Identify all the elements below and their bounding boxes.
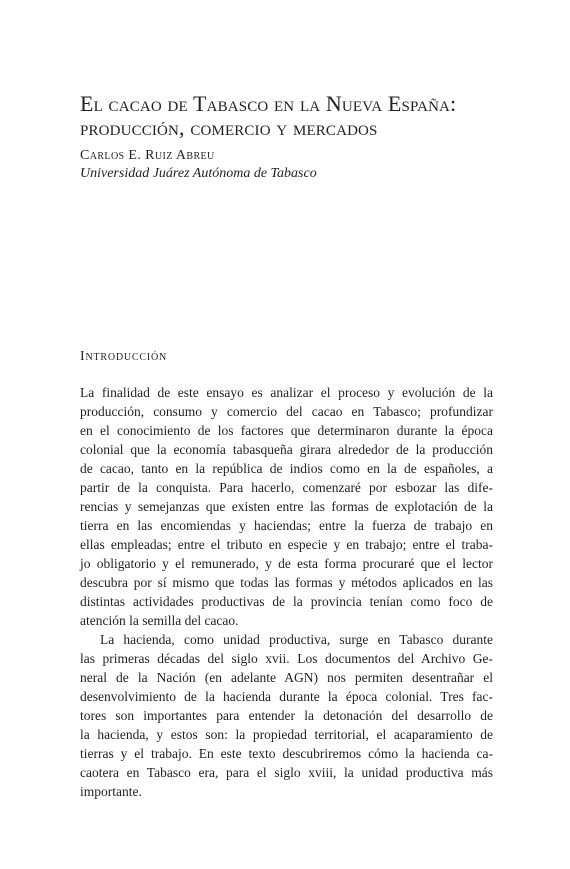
text-line: atención la semilla del cacao. bbox=[80, 613, 239, 628]
text-line: desenvolvimiento de la hacienda durante la época colonial. Tres fac- bbox=[80, 689, 493, 704]
text-line: jo obligatorio y el remunerado, y de esta forma procuraré que el lector bbox=[80, 556, 493, 571]
article-header bbox=[80, 92, 520, 183]
author-name: Carlos E. Ruiz Abreu bbox=[80, 148, 215, 163]
text-line: ellas empleadas; entre el tributo en especie y en trabajo; entre el traba- bbox=[80, 537, 493, 552]
text-line: neral de la Nación (en adelante AGN) nos permiten desentrañar el bbox=[80, 670, 493, 685]
text-line: descubra por sí mismo que todas las formas y métodos aplicados en las bbox=[80, 575, 493, 590]
paragraph-2 bbox=[80, 630, 493, 801]
text-line: tores son importantes para entender la detonación del desarrollo de bbox=[80, 708, 493, 723]
author-affiliation: Universidad Juárez Autónoma de Tabasco bbox=[80, 166, 317, 181]
text-line: partir de la conquista. Para hacerlo, comenzaré por esbozar las dife- bbox=[80, 480, 493, 495]
text-line: las primeras décadas del siglo xvii. Los documentos del Archivo Ge- bbox=[80, 651, 493, 666]
body-text bbox=[80, 383, 493, 801]
text-line: la hacienda, y estos son: la propiedad territorial, el acaparamiento de bbox=[80, 727, 493, 742]
text-line: colonial que la economía tabasqueña girara alrededor de la producción bbox=[80, 442, 493, 457]
text-line: de cacao, tanto en la república de indios como en la de españoles, a bbox=[80, 461, 493, 476]
text-line: caotera en Tabasco era, para el siglo xviii, la unidad productiva más bbox=[80, 765, 493, 780]
text-line: La finalidad de este ensayo es analizar el proceso y evolución de la bbox=[80, 385, 493, 400]
text-line: producción, consumo y comercio del cacao en Tabasco; profundizar bbox=[80, 404, 493, 419]
text-line: tierra en las encomiendas y haciendas; entre la fuerza de trabajo en bbox=[80, 518, 493, 533]
text-line: distintas actividades productivas de la provincia tenían como foco de bbox=[80, 594, 493, 609]
article-title-line-2: producción, comercio y mercados bbox=[80, 115, 378, 140]
section-heading: Introducción bbox=[80, 349, 168, 364]
text-line: tierras y el trabajo. En este texto descubriremos cómo la hacienda ca- bbox=[80, 746, 493, 761]
article-title-line-1: El cacao de Tabasco en la Nueva España: bbox=[80, 91, 457, 116]
paragraph-1 bbox=[80, 383, 493, 630]
text-line: La hacienda, como unidad productiva, surge en Tabasco durante bbox=[100, 632, 493, 647]
text-line: rencias y semejanzas que existen entre las formas de explotación de la bbox=[80, 499, 493, 514]
text-line: importante. bbox=[80, 784, 142, 799]
text-line: en el conocimiento de los factores que determinaron durante la época bbox=[80, 423, 493, 438]
